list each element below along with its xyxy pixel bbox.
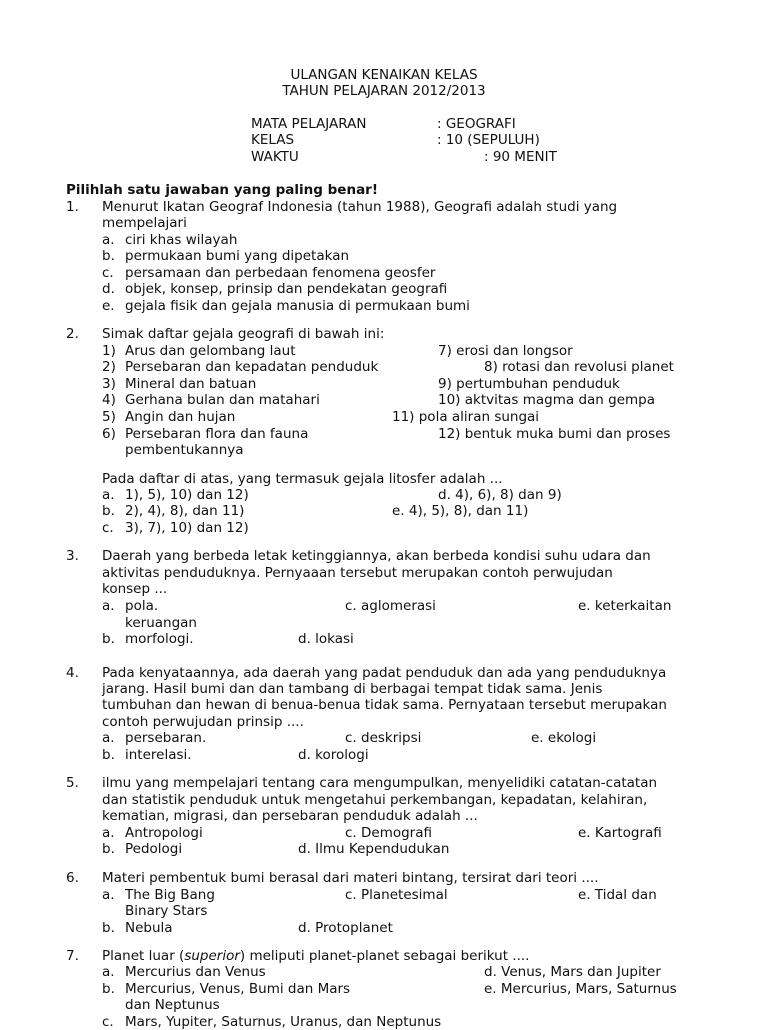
q2-option-key: c.: [102, 520, 114, 536]
q2-option-key: a.: [102, 487, 115, 503]
q7-option-e-cont: dan Neptunus: [125, 997, 220, 1013]
q7-option-b: Mercurius, Venus, Bumi dan Mars: [125, 981, 351, 997]
q3-option-c: c. aglomerasi: [345, 598, 436, 614]
list-number: 6): [102, 426, 116, 442]
q4-option-d: d. korologi: [298, 747, 369, 763]
q3-text: Daerah yang berbeda letak ketinggiannya, akan berbeda kondisi suhu udara dan: [102, 548, 651, 564]
q5-option-e: e. Kartografi: [578, 825, 662, 841]
q6-option-c: c. Planetesimal: [345, 887, 448, 903]
q1-option-key: b.: [102, 248, 115, 264]
q1-option-key: d.: [102, 281, 115, 297]
q1-option-b: permukaan bumi yang dipetakan: [125, 248, 350, 264]
info-value-subject: : GEOGRAFI: [437, 116, 516, 132]
q1-text-cont: mempelajari: [102, 215, 187, 231]
q4-option-a: persebaran.: [125, 730, 207, 746]
q6-option-a: The Big Bang: [125, 887, 215, 903]
q4-option-b: interelasi.: [125, 747, 192, 763]
exam-year: TAHUN PELAJARAN 2012/2013: [282, 83, 486, 99]
q5-text: ilmu yang mempelajari tentang cara mengumpulkan, menyelidiki catatan-catatan: [102, 775, 658, 791]
list-item: Gerhana bulan dan matahari: [125, 392, 320, 408]
q5-option-c: c. Demografi: [345, 825, 433, 841]
q7-text-emphasis: superior: [184, 948, 240, 964]
q6-option-e: e. Tidal dan: [578, 887, 657, 903]
q4-option-c: c. deskripsi: [345, 730, 422, 746]
q3-option-b: morfologi.: [125, 631, 194, 647]
q5-text-cont: dan statistik penduduk untuk mengetahui perkembangan, kepadatan, kelahiran,: [102, 792, 648, 808]
q4-text-cont: tumbuhan dan hewan di benua-benua tidak sama. Pernyataan tersebut merupakan: [102, 697, 667, 713]
q7-option-key: c.: [102, 1014, 114, 1030]
info-label-time: WAKTU: [251, 149, 299, 165]
q1-option-a: ciri khas wilayah: [125, 232, 238, 248]
q6-option-key: a.: [102, 887, 115, 903]
info-label-class: KELAS: [251, 132, 295, 148]
q4-text-cont: contoh perwujudan prinsip ....: [102, 714, 304, 730]
q1-option-key: c.: [102, 265, 114, 281]
q1-number: 1.: [66, 199, 79, 215]
q7-option-key: b.: [102, 981, 115, 997]
list-item: Persebaran dan kepadatan penduduk: [125, 359, 379, 375]
q3-option-e-cont: keruangan: [125, 615, 197, 631]
list-item: 11) pola aliran sungai: [392, 409, 540, 425]
q5-text-cont: kematian, migrasi, dan persebaran penduduk adalah ...: [102, 808, 478, 824]
q6-option-key: b.: [102, 920, 115, 936]
q2-option-c: 3), 7), 10) dan 12): [125, 520, 249, 536]
q2-number: 2.: [66, 326, 79, 342]
q2-option-b: 2), 4), 8), dan 11): [125, 503, 245, 519]
q1-option-e: gejala fisik dan gejala manusia di permukaan bumi: [125, 298, 470, 314]
q7-option-d: d. Venus, Mars dan Jupiter: [484, 964, 661, 980]
q5-option-d: d. Ilmu Kependudukan: [298, 841, 450, 857]
q5-option-key: a.: [102, 825, 115, 841]
q3-option-key: a.: [102, 598, 115, 614]
q5-option-a: Antropologi: [125, 825, 203, 841]
list-item: 7) erosi dan longsor: [438, 343, 573, 359]
list-item: 12) bentuk muka bumi dan proses: [438, 426, 671, 442]
list-number: 1): [102, 343, 116, 359]
list-item: Angin dan hujan: [125, 409, 236, 425]
q5-option-b: Pedologi: [125, 841, 183, 857]
q7-number: 7.: [66, 948, 79, 964]
q3-option-e: e. keterkaitan: [578, 598, 672, 614]
q1-option-c: persamaan dan perbedaan fenomena geosfer: [125, 265, 436, 281]
q6-text: Materi pembentuk bumi berasal dari materi bintang, tersirat dari teori ....: [102, 870, 599, 886]
q4-option-key: b.: [102, 747, 115, 763]
q7-option-e: e. Mercurius, Mars, Saturnus: [484, 981, 677, 997]
q3-option-d: d. lokasi: [298, 631, 354, 647]
q4-option-key: a.: [102, 730, 115, 746]
list-item: 8) rotasi dan revolusi planet: [484, 359, 674, 375]
list-item: Mineral dan batuan: [125, 376, 257, 392]
list-number: 2): [102, 359, 116, 375]
q4-number: 4.: [66, 665, 79, 681]
q4-text-cont: jarang. Hasil bumi dan dan tambang di berbagai tempat tidak sama. Jenis: [102, 681, 603, 697]
q6-option-b: Nebula: [125, 920, 173, 936]
q7-text: Planet luar (superior) meliputi planet-planet sebagai berikut ....: [102, 948, 530, 964]
q3-option-a: pola.: [125, 598, 159, 614]
q3-number: 3.: [66, 548, 79, 564]
q6-number: 6.: [66, 870, 79, 886]
info-label-subject: MATA PELAJARAN: [251, 116, 367, 132]
q1-option-key: a.: [102, 232, 115, 248]
list-item: Persebaran flora dan fauna: [125, 426, 309, 442]
list-item: 10) aktvitas magma dan gempa: [438, 392, 656, 408]
q2-option-d: d. 4), 6), 8) dan 9): [438, 487, 562, 503]
list-number: 4): [102, 392, 116, 408]
q7-option-key: a.: [102, 964, 115, 980]
q2-option-a: 1), 5), 10) dan 12): [125, 487, 249, 503]
list-item-cont: pembentukannya: [125, 442, 244, 458]
q5-number: 5.: [66, 775, 79, 791]
q2-option-key: b.: [102, 503, 115, 519]
q1-option-key: e.: [102, 298, 115, 314]
exam-title: ULANGAN KENAIKAN KELAS: [290, 67, 478, 83]
q3-text-cont: konsep ...: [102, 581, 168, 597]
q6-option-e-cont: Binary Stars: [125, 903, 208, 919]
q6-option-d: d. Protoplanet: [298, 920, 393, 936]
q2-option-e: e. 4), 5), 8), dan 11): [392, 503, 529, 519]
instruction: Pilihlah satu jawaban yang paling benar!: [66, 182, 378, 198]
info-value-time: : 90 MENIT: [484, 149, 557, 165]
info-value-class: : 10 (SEPULUH): [437, 132, 540, 148]
q3-option-key: b.: [102, 631, 115, 647]
q2-text: Simak daftar gejala geografi di bawah ini:: [102, 326, 385, 342]
list-item: Arus dan gelombang laut: [125, 343, 296, 359]
q3-text-cont: aktivitas penduduknya. Pernyaaan tersebut merupakan contoh perwujudan: [102, 565, 613, 581]
q4-text: Pada kenyataannya, ada daerah yang padat penduduk dan ada yang penduduknya: [102, 665, 667, 681]
q2-prompt: Pada daftar di atas, yang termasuk gejala litosfer adalah ...: [102, 471, 503, 487]
list-item: 9) pertumbuhan penduduk: [438, 376, 620, 392]
q5-option-key: b.: [102, 841, 115, 857]
list-number: 5): [102, 409, 116, 425]
q7-option-c: Mars, Yupiter, Saturnus, Uranus, dan Neptunus: [125, 1014, 442, 1030]
q1-text: Menurut Ikatan Geograf Indonesia (tahun 1988), Geografi adalah studi yang: [102, 199, 618, 215]
q1-option-d: objek, konsep, prinsip dan pendekatan geografi: [125, 281, 448, 297]
q7-option-a: Mercurius dan Venus: [125, 964, 266, 980]
q4-option-e: e. ekologi: [531, 730, 597, 746]
list-number: 3): [102, 376, 116, 392]
